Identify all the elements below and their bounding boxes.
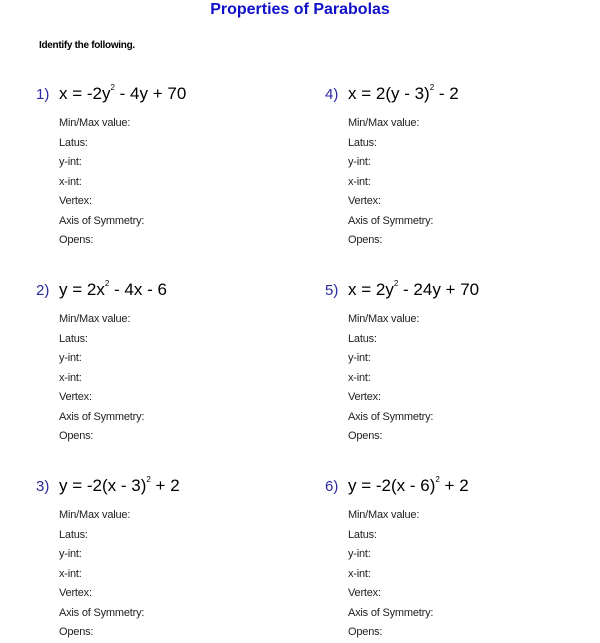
field-label: Min/Max value: <box>59 509 131 521</box>
field-label: Opens: <box>348 234 383 246</box>
field-label: Opens: <box>59 234 94 246</box>
answer-fields <box>59 114 144 251</box>
field-label: y-int: <box>59 352 82 364</box>
field-label: Axis of Symmetry: <box>59 214 145 227</box>
field-label: Latus: <box>348 332 377 345</box>
problem-number: 1) <box>36 86 50 103</box>
equation-rest: - 24y + 70 <box>398 280 480 299</box>
problem-number: 6) <box>325 478 339 495</box>
field-label: Opens: <box>348 430 383 442</box>
field-label: y-int: <box>59 156 82 168</box>
field-label: Latus: <box>59 136 88 149</box>
field-label: Min/Max value: <box>59 117 131 129</box>
field-label: Vertex: <box>59 587 92 599</box>
field-label: Axis of Symmetry: <box>59 606 145 619</box>
field-label: Axis of Symmetry: <box>348 606 434 619</box>
problem-number: 5) <box>325 282 339 299</box>
equation-base: y = -2(x - 3) <box>59 476 147 495</box>
equation-exponent: 2 <box>429 83 435 92</box>
field-label: Latus: <box>348 136 377 149</box>
equation-exponent: 2 <box>104 279 110 288</box>
equation-rest: + 2 <box>439 476 469 495</box>
problem-header <box>325 84 600 110</box>
field-label: y-int: <box>59 548 82 560</box>
field-label: y-int: <box>348 548 371 560</box>
answer-fields <box>348 114 433 251</box>
field-label: Axis of Symmetry: <box>348 214 434 227</box>
field-label: Vertex: <box>59 195 92 207</box>
field-label: Vertex: <box>348 587 381 599</box>
problem-header <box>36 84 316 110</box>
problem-header <box>325 476 600 502</box>
field-label: x-int: <box>59 175 82 188</box>
problem-5 <box>325 279 600 442</box>
problem-number: 3) <box>36 478 50 495</box>
field-label: Axis of Symmetry: <box>59 410 145 423</box>
field-label: Opens: <box>59 626 94 638</box>
field-label: Min/Max value: <box>348 313 420 325</box>
field-label: Axis of Symmetry: <box>348 410 434 423</box>
field-label: y-int: <box>348 352 371 364</box>
equation <box>348 280 479 300</box>
field-label: x-int: <box>59 371 82 384</box>
problem-1 <box>36 83 316 246</box>
equation-rest: + 2 <box>150 476 180 495</box>
problem-number: 4) <box>325 86 339 103</box>
field-label: Vertex: <box>59 391 92 403</box>
problem-4 <box>325 83 600 246</box>
equation-rest: - 4x - 6 <box>109 280 167 299</box>
field-label: Min/Max value: <box>59 313 131 325</box>
field-label: Opens: <box>59 430 94 442</box>
instructions: Identify the following. <box>39 40 135 51</box>
equation-rest: - 2 <box>434 84 459 103</box>
field-label: Vertex: <box>348 195 381 207</box>
problem-number: 2) <box>36 282 50 299</box>
field-label: y-int: <box>348 156 371 168</box>
problem-6 <box>325 475 600 638</box>
equation-rest: - 4y + 70 <box>114 84 187 103</box>
equation <box>348 476 469 496</box>
answer-fields <box>348 310 433 447</box>
answer-fields <box>59 310 144 447</box>
equation-base: x = 2y <box>348 280 394 299</box>
field-label: Vertex: <box>348 391 381 403</box>
problem-header <box>36 280 316 306</box>
equation-base: x = 2(y - 3) <box>348 84 430 103</box>
equation <box>59 476 180 496</box>
page-title: Properties of Parabolas <box>210 1 390 18</box>
answer-fields <box>348 506 433 643</box>
equation-exponent: 2 <box>435 475 440 484</box>
problem-header <box>36 476 316 502</box>
equation-exponent: 2 <box>393 279 399 288</box>
field-label: x-int: <box>348 175 371 188</box>
problem-header <box>325 280 600 306</box>
equation <box>59 280 167 300</box>
equation-base: y = -2(x - 6) <box>348 476 436 495</box>
equation-base: x = -2y <box>59 84 111 103</box>
field-label: Min/Max value: <box>348 509 420 521</box>
answer-fields <box>59 506 144 643</box>
problem-3 <box>36 475 316 638</box>
field-label: x-int: <box>348 371 371 384</box>
equation-exponent: 2 <box>146 475 151 484</box>
equation-exponent: 2 <box>110 83 115 92</box>
field-label: Latus: <box>59 332 88 345</box>
field-label: Latus: <box>59 528 88 541</box>
equation <box>59 84 186 104</box>
equation <box>348 84 459 104</box>
field-label: Opens: <box>348 626 383 638</box>
field-label: x-int: <box>348 567 371 580</box>
field-label: x-int: <box>59 567 82 580</box>
equation-base: y = 2x <box>59 280 105 299</box>
field-label: Latus: <box>348 528 377 541</box>
field-label: Min/Max value: <box>348 117 420 129</box>
problem-2 <box>36 279 316 442</box>
